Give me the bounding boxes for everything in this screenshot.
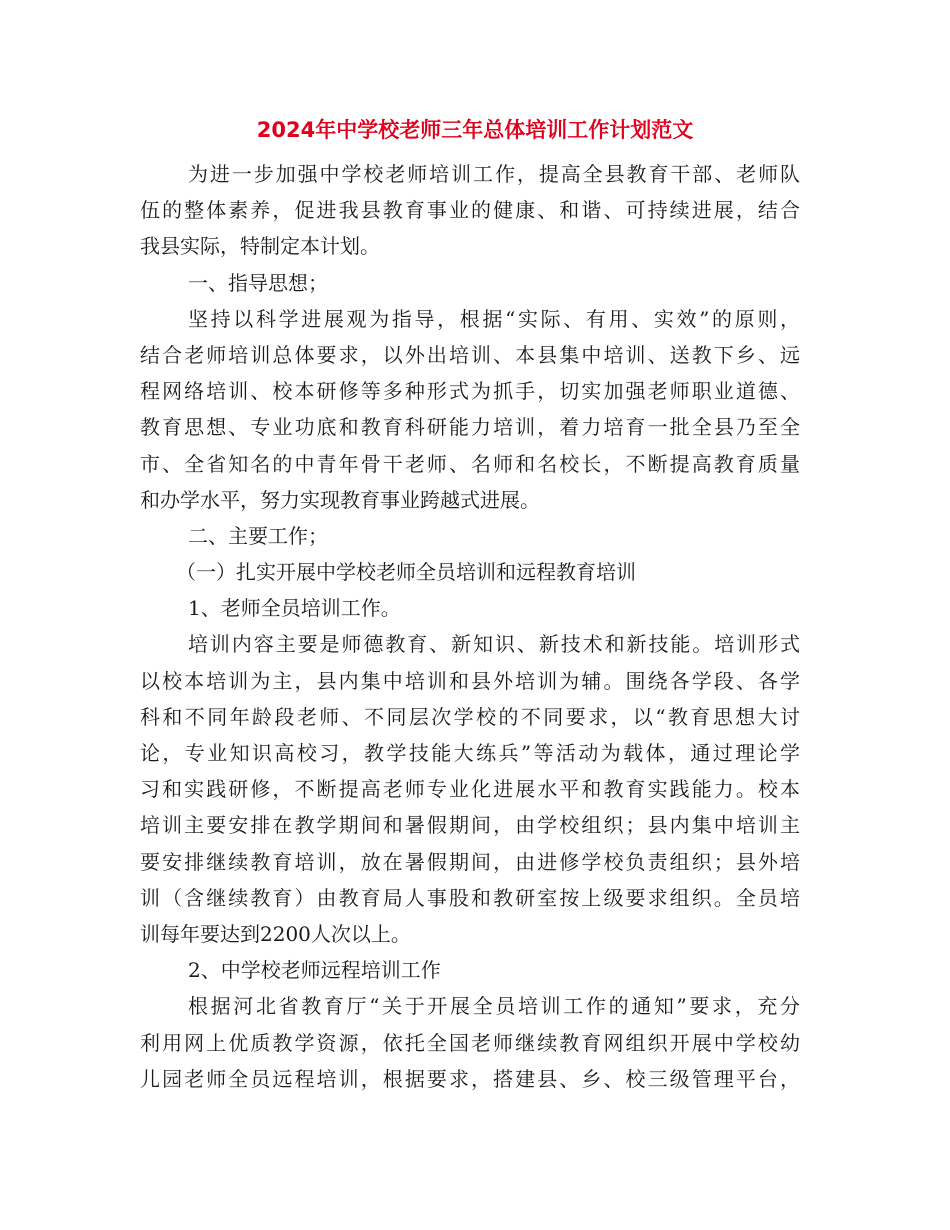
item-heading: 1、老师全员培训工作。 xyxy=(188,596,401,621)
document-body xyxy=(140,156,800,1097)
paragraph-line: 坚持以科学进展观为指导，根据“实际、有用、实效”的原则， xyxy=(188,306,800,331)
paragraph-line: 训每年要达到2200人次以上。 xyxy=(140,921,411,946)
paragraph-line: 培训内容主要是师德教育、新知识、新技术和新技能。培训形式 xyxy=(188,632,800,657)
paragraph-line: 训（含继续教育）由教育局人事股和教研室按上级要求组织。全员培 xyxy=(140,885,800,910)
paragraph-line: 以校本培训为主，县内集中培训和县外培训为辅。围绕各学段、各学 xyxy=(140,668,800,693)
paragraph-line: 习和实践研修，不断提高老师专业化进展水平和教育实践能力。校本 xyxy=(140,777,800,802)
paragraph-line: 培训主要安排在教学期间和暑假期间，由学校组织；县内集中培训主 xyxy=(140,813,800,838)
paragraph-line: 根据河北省教育厅“关于开展全员培训工作的通知”要求，充分 xyxy=(188,994,800,1019)
paragraph-line: 伍的整体素养，促进我县教育事业的健康、和谐、可持续进展，结合 xyxy=(140,198,800,223)
paragraph-line: 我县实际，特制定本计划。 xyxy=(140,234,380,259)
paragraph-line: 儿园老师全员远程培训，根据要求，搭建县、乡、校三级管理平台， xyxy=(140,1066,800,1091)
paragraph-line: 结合老师培训总体要求，以外出培训、本县集中培训、送教下乡、远 xyxy=(140,342,800,367)
document-title: 2024年中学校老师三年总体培训工作计划范文 xyxy=(256,118,694,142)
paragraph-line: 科和不同年龄段老师、不同层次学校的不同要求，以“教育思想大讨 xyxy=(140,704,800,729)
item-heading: 2、中学校老师远程培训工作 xyxy=(188,958,441,983)
paragraph-line: 论，专业知识高校习，教学技能大练兵”等活动为载体，通过理论学 xyxy=(140,741,800,765)
subsection-heading: （一）扎实开展中学校老师全员培训和远程教育培训 xyxy=(176,560,636,585)
paragraph-line: 利用网上优质教学资源，依托全国老师继续教育网组织开展中学校幼 xyxy=(140,1030,800,1055)
paragraph-line: 市、全省知名的中青年骨干老师、名师和名校长，不断提高教育质量 xyxy=(140,451,800,476)
paragraph-line: 教育思想、专业功底和教育科研能力培训，着力培育一批全县乃至全 xyxy=(140,415,800,440)
paragraph-line: 为进一步加强中学校老师培训工作，提高全县教育干部、老师队 xyxy=(188,162,800,186)
paragraph-line: 和办学水平，努力实现教育事业跨越式进展。 xyxy=(140,487,540,512)
section-heading: 一、指导思想； xyxy=(188,270,328,295)
paragraph-line: 程网络培训、校本研修等多种形式为抓手，切实加强老师职业道德、 xyxy=(140,379,800,404)
section-heading: 二、主要工作； xyxy=(188,523,328,548)
paragraph-line: 要安排继续教育培训，放在暑假期间，由进修学校负责组织；县外培 xyxy=(140,849,800,874)
